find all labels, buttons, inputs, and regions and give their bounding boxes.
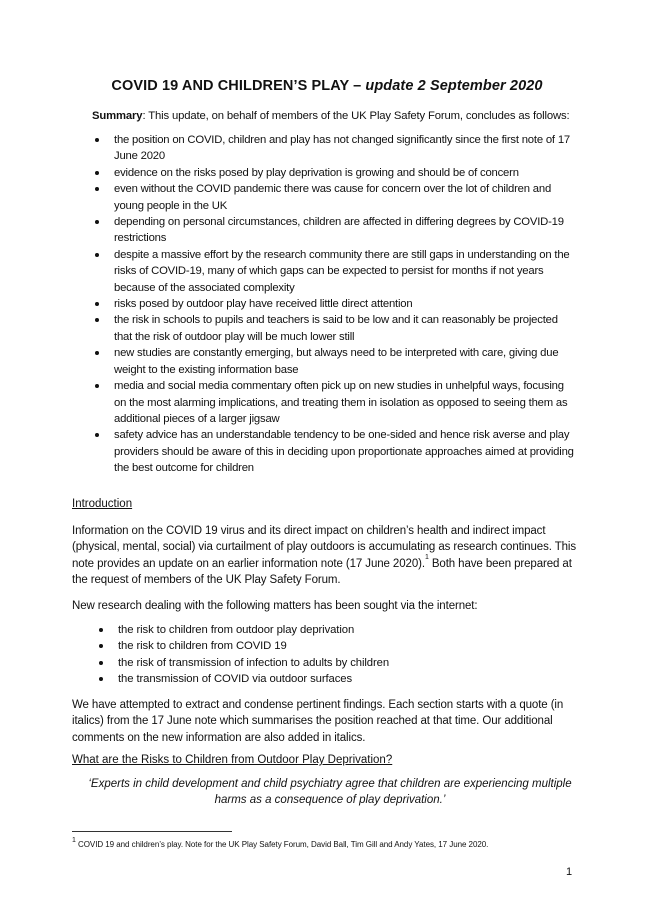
summary-intro: [92, 108, 592, 124]
footnote: [72, 839, 592, 850]
introduction-paragraph-2: New research dealing with the following matters has been sought via the internet:: [72, 600, 478, 612]
title-update: update 2 September 2020: [365, 78, 543, 94]
footnote-divider: [72, 831, 232, 832]
introduction-paragraph-1: [72, 523, 588, 589]
section-quote: ‘Experts in child development and child psychiatry agree that children are experiencing multiple harms as a consequence of play deprivation.’: [88, 778, 572, 807]
page-number: 1: [566, 866, 573, 878]
introduction-heading: Introduction: [72, 498, 133, 510]
list-item: the risk to children from COVID 19: [96, 638, 556, 654]
intro-para1-end: Both have been prepared at the request of members of the UK Play Safety Forum.: [72, 557, 572, 587]
footnote-marker: 1: [72, 837, 76, 844]
summary-label: Summary: [92, 110, 143, 122]
introduction-paragraph-3: We have attempted to extract and condense pertinent findings. Each section starts with a quote (in italics) from the 17 June note which summarises the position reached at that time. Our additional comments on the new information are also added in italics.: [72, 699, 564, 744]
list-item: safety advice has an understandable tendency to be one-sided and hence risk averse and play providers should be aware of this in deciding upon proportionate approaches aimed at providing the best outcome for children: [92, 427, 578, 476]
list-item: the transmission of COVID via outdoor surfaces: [96, 671, 556, 687]
document-title: [0, 78, 654, 94]
list-item: new studies are constantly emerging, but always need to be interpreted with care, giving due weight to the existing information base: [92, 345, 578, 378]
list-item: the position on COVID, children and play has not changed significantly since the first note of 17 June 2020: [92, 132, 578, 165]
footnote-reference[interactable]: 1: [424, 553, 429, 561]
intro-para1-text: Information on the COVID 19 virus and its direct impact on children’s health and indirect impact (physical, mental, social) via curtailment of play outdoors is accumulating as research continues. This note provides an update on an earlier information note (17 June 2020).: [72, 525, 577, 570]
list-item: the risk in schools to pupils and teachers is said to be low and it can reasonably be projected that the risk of outdoor play will be much lower still: [92, 312, 578, 345]
list-item: risks posed by outdoor play have received little direct attention: [92, 296, 578, 312]
footnote-text: COVID 19 and children’s play. Note for the UK Play Safety Forum, David Ball, Tim Gill and Andy Yates, 17 June 2020.: [75, 840, 489, 849]
list-item: media and social media commentary often pick up on new studies in unhelpful ways, focusing on the most alarming implications, and treating them in isolation as opposed to seeing them as additional pieces of a larger jigsaw: [92, 378, 578, 427]
list-item: the risk to children from outdoor play deprivation: [96, 622, 556, 638]
summary-text: : This update, on behalf of members of the UK Play Safety Forum, concludes as follows:: [142, 110, 570, 122]
list-item: the risk of transmission of infection to adults by children: [96, 655, 556, 671]
list-item: depending on personal circumstances, children are affected in differing degrees by COVID-19 restrictions: [92, 214, 578, 247]
title-main: COVID 19 AND CHILDREN’S PLAY –: [111, 78, 366, 94]
section-heading: What are the Risks to Children from Outdoor Play Deprivation?: [72, 754, 393, 766]
list-item: even without the COVID pandemic there was cause for concern over the lot of children and young people in the UK: [92, 181, 578, 214]
list-item: evidence on the risks posed by play deprivation is growing and should be of concern: [92, 165, 578, 181]
list-item: despite a massive effort by the research community there are still gaps in understanding on the risks of COVID-19, many of which gaps can be expected to persist for months if not years because of the associated complexity: [92, 247, 578, 296]
research-list: [96, 622, 556, 688]
summary-list: [92, 132, 578, 477]
